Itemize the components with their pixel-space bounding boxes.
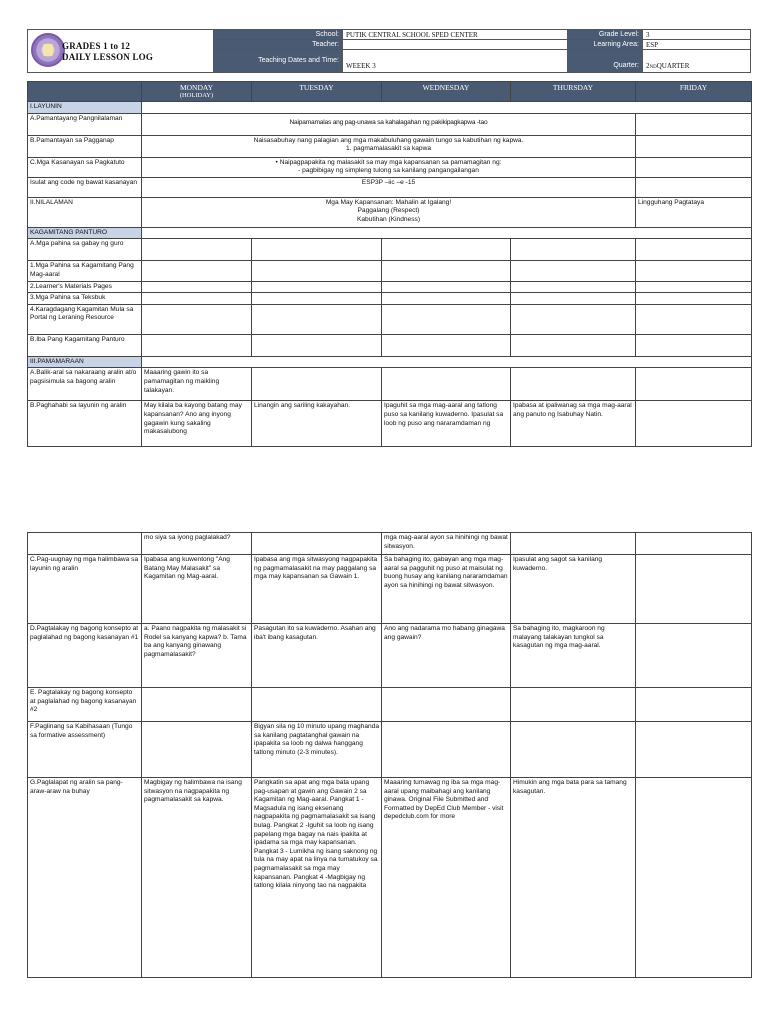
- table-row: [28, 197, 752, 227]
- section-blank: [142, 227, 752, 239]
- lesson-table-page-2: [27, 532, 752, 978]
- row-label: G.Paglalapat ng aralin sa pang-araw-araw na buhay: [28, 778, 142, 978]
- table-row: [28, 334, 752, 356]
- table-row: [28, 778, 752, 978]
- dates-label: Teaching Dates and Time:: [214, 50, 343, 72]
- friday-cell: Ipabasa at ipaliwanag sa mga mag-aaral ang panuto ng Isabuhay Natin.: [511, 401, 636, 447]
- header-title: [62, 41, 153, 63]
- friday-cell: Lingguhang Pagtataya: [636, 197, 752, 227]
- area-value: ESP: [646, 40, 659, 49]
- merged-cell: Mga May Kapansanan: Mahalin at Igalang! Paggalang (Respect) Kabutihan (Kindness): [142, 197, 636, 227]
- table-row: [28, 239, 752, 261]
- section-layunin: I.LAYUNIN: [28, 102, 142, 114]
- corner-cell: [28, 82, 142, 102]
- section-blank: [142, 356, 752, 368]
- merged-cell: Naisasabuhay nang palagian ang mga makabuluhang gawain tungo sa kabutihan ng kapwa. 1. pagmamalasakit sa kapwa: [142, 135, 636, 157]
- title-line-2: DAILY LESSON LOG: [62, 52, 154, 62]
- section-pamamaraan: III.PAMAMARAAN: [28, 356, 142, 368]
- row-label: D.Pagtalakay ng bagong konsepto at paglalahad ng bagong kasanayan #1: [28, 624, 142, 688]
- logo-block: [28, 30, 214, 72]
- table-row: [28, 401, 752, 447]
- row-label: F.Paglinang sa Kabihasaan (Tungo sa formative assessment): [28, 722, 142, 778]
- row-label: 2.Learner's Materials Pages: [28, 281, 142, 293]
- day-wednesday: WEDNESDAY: [382, 82, 511, 102]
- header-row-dates: [214, 50, 750, 72]
- friday-cell: Himukin ang mga bata para sa tamang kasagutan.: [511, 778, 636, 978]
- tuesday-cell: May kilala ba kayong batang may kapansanan? Ano ang inyong gagawin kung sakaling makasalubong: [142, 401, 252, 447]
- row-label: A.Balik-aral sa nakaraang aralin at/o pagsisimula sa bagong aralin: [28, 368, 142, 401]
- quarter-value: [643, 50, 750, 72]
- day-thursday: THURSDAY: [511, 82, 636, 102]
- row-label: C.Pag-uugnay ng mga halimbawa sa layunin ng aralin: [28, 555, 142, 624]
- table-row: [28, 555, 752, 624]
- table-row: [28, 304, 752, 334]
- row-label: 1.Mga Pahina sa Kagamitang Pang Mag-aaral: [28, 261, 142, 281]
- thursday-cell: Sa bahaging ito, gabayan ang mga mag-aaral sa pagguhit ng puso at maisulat ng buong husay ang kanilang nararamdaman ayon sa hinihingi ng bawat sitwasyon.: [382, 555, 511, 624]
- tuesday-cell: Maaaring gawin ito sa pamamagitan ng maikling talakayan.: [142, 368, 252, 401]
- grade-value: 3: [646, 30, 650, 39]
- tuesday-cell: mo siya sa iyong paglalakad?: [142, 533, 252, 555]
- row-label: B.Iba Pang Kagamitang Panturo: [28, 334, 142, 356]
- section-blank: [142, 102, 752, 114]
- row-label: Isulat ang code ng bawat kasanayan: [28, 177, 142, 197]
- wednesday-cell: Bigyan sila ng 10 minuto upang maghanda sa kanilang pagtatanghal gawain na ipapakita sa loob ng dalwa hanggang tatlong minuto (2-3 minutes).: [252, 722, 382, 778]
- lesson-log-header: [27, 29, 751, 73]
- quarter-number: 2: [646, 62, 650, 70]
- table-row: [28, 293, 752, 305]
- tuesday-cell: Ipabasa ang kuwentong "Ang Batang May Malasakit" sa Kagamitan ng Mag-aaral.: [142, 555, 252, 624]
- table-row: [28, 177, 752, 197]
- title-line-1: GRADES 1 to 12: [62, 41, 131, 51]
- table-row: [28, 281, 752, 293]
- row-label: E. Pagtalakay ng bagong konsepto at paglalahad ng bagong kasanayan #2: [28, 688, 142, 722]
- area-label: Learning Area:: [568, 40, 643, 49]
- row-label: B.Paghahabi sa layunin ng aralin: [28, 401, 142, 447]
- section-row: [28, 227, 752, 239]
- row-label: II.NILALAMAN: [28, 197, 142, 227]
- table-row: [28, 261, 752, 281]
- teacher-label: Teacher:: [214, 40, 343, 49]
- thursday-cell: Maaaring tumawag ng iba sa mga mag-aaral upang maibahagi ang kanilang ginawa. Original File Submitted and Formatted by DepEd Club Member - visit depedclub.com for more: [382, 778, 511, 978]
- row-label: A.Pamantayang Pangnilalaman: [28, 113, 142, 135]
- day-monday: MONDAY (HOLIDAY): [142, 82, 252, 102]
- wednesday-cell: Linangin ang sariling kakayahan.: [252, 401, 382, 447]
- row-label: 3.Mga Pahina sa Teksbuk: [28, 293, 142, 305]
- header-row-teacher: [214, 40, 750, 50]
- grade-label: Grade Level:: [568, 30, 643, 39]
- day-header-row: [28, 82, 752, 102]
- bullet-icon: •: [275, 158, 280, 166]
- page-two: [0, 520, 768, 1024]
- deped-seal-icon: [31, 33, 65, 67]
- row-label: C.Mga Kasanayan sa Pagkatuto: [28, 157, 142, 177]
- continued-row: [28, 533, 752, 555]
- friday-cell: Sa bahaging ito, magkaroon ng malayang talakayan tungkol sa kasagutan ng mga mag-aaral.: [511, 624, 636, 688]
- row-label: B.Pamantayan sa Pagganap: [28, 135, 142, 157]
- section-row: [28, 102, 752, 114]
- thursday-cell: mga mag-aaral ayon sa hinihingi ng bawat sitwasyon.: [382, 533, 511, 555]
- merged-cell: Naipamamalas ang pag-unawa sa kahalagahan ng pakikipagkapwa -tao: [142, 113, 636, 135]
- dates-value: WEEEK 3: [343, 50, 568, 72]
- header-grid: [214, 30, 750, 72]
- tuesday-cell: Magbigay ng halimbawa na isang sitwasyon na nagpapakita ng pagmamalasakit sa kapwa.: [142, 778, 252, 978]
- table-row: [28, 722, 752, 778]
- wednesday-cell: Ipabasa ang mga sitwasyong nagpapakita ng pagmamalasakit na may paggalang sa mga may kapansanan sa Gawain 1.: [252, 555, 382, 624]
- row-label: A.Mga pahina sa gabay ng guro: [28, 239, 142, 261]
- table-row: [28, 157, 752, 177]
- table-row: [28, 368, 752, 401]
- quarter-suffix: ND: [649, 65, 657, 70]
- table-row: [28, 135, 752, 157]
- thursday-cell: Ipaguhit sa mga mag-aaral ang tatlong puso sa kanilang kuwaderno. Ipasulat sa loob ng puso ang nararamdaman ng: [382, 401, 511, 447]
- day-friday: FRIDAY: [636, 82, 752, 102]
- table-row: [28, 624, 752, 688]
- empty-cell: [636, 157, 752, 177]
- section-kagamitan: KAGAMITANG PANTURO: [28, 227, 142, 239]
- school-label: School:: [214, 30, 343, 39]
- day-tuesday: TUESDAY: [252, 82, 382, 102]
- merged-cell: ESP3P –iic –e -15: [142, 177, 636, 197]
- thursday-cell: Ano ang nadarama mo habang ginagawa ang gawain?: [382, 624, 511, 688]
- empty-cell: [636, 135, 752, 157]
- lesson-table-page-1: [27, 81, 752, 447]
- quarter-text: QUARTER: [656, 62, 690, 70]
- teacher-value: [343, 40, 568, 49]
- table-row: [28, 113, 752, 135]
- row-label: 4.Karagdagang Kagamitan Mula sa Portal ng Leraning Resource: [28, 304, 142, 334]
- empty-cell: [636, 177, 752, 197]
- header-row-school: [214, 30, 750, 40]
- wednesday-cell: Pasagutan ito sa kuwaderno. Asahan ang iba't ibang kasagutan.: [252, 624, 382, 688]
- table-row: [28, 688, 752, 722]
- tuesday-cell: a. Paano nagpakita ng malasakit si Rodel sa kanyang kapwa? b. Tama ba ang kanyang ginawang pagmamalasakit?: [142, 624, 252, 688]
- school-value: PUTIK CENTRAL SCHOOL SPED CENTER: [343, 30, 568, 39]
- wednesday-cell: Pangkatin sa apat ang mga bata upang pag-usapan at gawin ang Gawain 2 sa Kagamitan ng Mag-aaral. Pangkat 1 -Magsadula ng isang eksenang nagpapakita ng pagmamalasakit sa isang bulag. Pangkat 2 -Iguhit sa loob ng isang papelang mga bagay na nais ipakita at ipadama sa mga may kapansanan. Pangkat 3 - Lumikha ng isang saknong ng tula na may apat na linya na tumatukoy sa pagmamalasakit sa mga may kapansanan. Pangkat 4 -Magbigay ng tatlong kilala ninyong tao na nagpakita: [252, 778, 382, 978]
- quarter-label: Quarter:: [568, 50, 643, 72]
- empty-cell: [636, 113, 752, 135]
- merged-cell: • Naipagpapakita ng malasakit sa may mga kapansanan sa pamamagitan ng: - pagbibigay ng simpleng tulong sa kanilang pangangailangan: [142, 157, 636, 177]
- section-row: [28, 356, 752, 368]
- page-one: [0, 0, 768, 500]
- friday-cell: Ipasulat ang sagot sa kanilang kuwaderno.: [511, 555, 636, 624]
